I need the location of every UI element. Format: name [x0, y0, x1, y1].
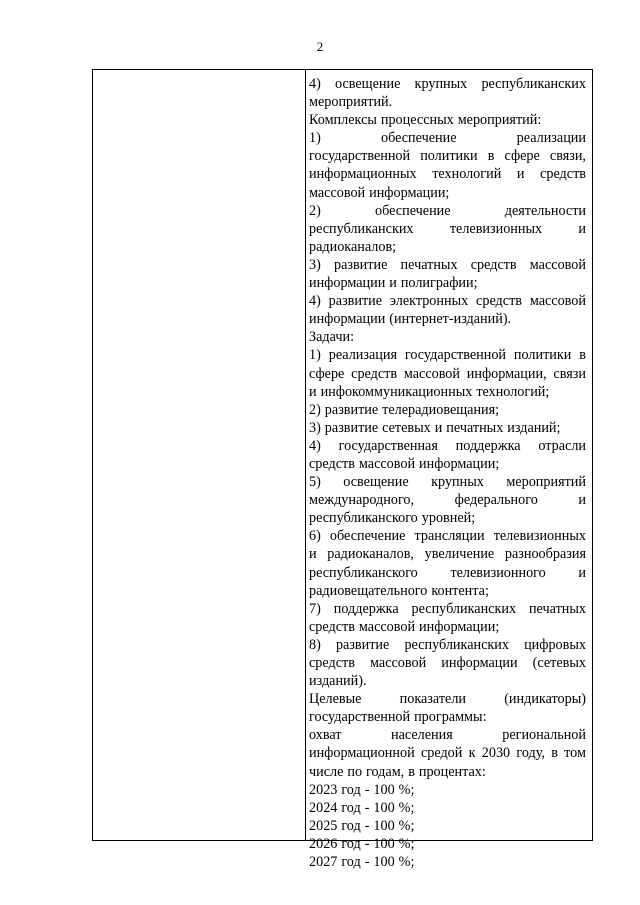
text-word: 4): [309, 293, 321, 310]
table-right-cell: [309, 75, 586, 871]
text-word: и: [309, 546, 317, 563]
text-word: массовой: [358, 455, 416, 472]
text-word: крупных: [414, 76, 468, 92]
text-word: %;: [398, 835, 415, 852]
text-word: %;: [398, 817, 415, 834]
text-word: печатных: [446, 419, 504, 436]
text-word: процессных: [380, 112, 454, 129]
text-line: [309, 744, 586, 762]
text-word: электронных: [389, 293, 469, 310]
text-word: 2023: [309, 781, 338, 798]
text-word: средств: [309, 618, 355, 635]
text-word: обеспечение: [380, 130, 457, 147]
text-line: [309, 365, 586, 383]
text-word: массовой: [309, 184, 366, 201]
text-word: в: [408, 763, 415, 780]
text-word: обеспечение: [329, 528, 406, 545]
text-word: и: [516, 166, 525, 183]
text-line: [309, 165, 586, 183]
table-column-divider: [305, 70, 306, 840]
text-line: [309, 147, 586, 165]
text-word: крупных: [431, 474, 484, 491]
text-word: республиканских: [411, 600, 517, 617]
text-word: 2): [309, 202, 321, 219]
text-word: изданий).: [309, 673, 367, 690]
text-word: трансляции: [414, 528, 485, 545]
text-line: [309, 401, 586, 419]
text-word: 2025: [309, 817, 338, 834]
text-word: развитие: [335, 636, 390, 653]
text-word: информации;: [419, 618, 500, 635]
page-number: 2: [316, 39, 324, 54]
text-word: информации: [441, 655, 518, 671]
text-word: показатели: [399, 691, 467, 708]
text-word: год: [341, 817, 361, 834]
text-word: телевизионного: [450, 564, 546, 581]
text-word: и: [578, 564, 586, 581]
text-word: год: [341, 854, 361, 871]
text-word: 7): [309, 600, 321, 617]
text-word: и: [434, 419, 443, 436]
text-word: уровней;: [421, 510, 476, 527]
text-word: развитие: [328, 293, 383, 310]
text-word: информационных: [309, 166, 417, 183]
text-word: год: [341, 781, 361, 798]
text-word: -: [364, 781, 370, 798]
text-word: том: [564, 745, 586, 762]
text-word: средств: [470, 256, 517, 273]
text-word: 8): [309, 636, 321, 653]
text-word: государственная: [338, 437, 438, 454]
text-word: числе: [309, 763, 344, 780]
text-word: печатных: [400, 256, 458, 273]
text-word: мероприятий: [506, 474, 586, 491]
text-line: [309, 636, 586, 654]
text-word: политики: [420, 148, 478, 165]
text-word: 3): [309, 256, 321, 273]
text-word: процентах:: [418, 763, 486, 780]
text-word: информации: [309, 311, 386, 328]
text-word: охват: [309, 727, 342, 744]
text-word: мероприятий:: [457, 112, 542, 129]
text-word: телевизионных: [493, 528, 586, 545]
text-line: [309, 220, 586, 238]
text-word: 100: [373, 817, 395, 834]
text-word: радиовещательного: [309, 582, 428, 599]
text-word: 2): [309, 401, 321, 418]
text-word: %;: [398, 799, 415, 816]
text-word: политики: [513, 347, 572, 364]
text-word: сфере: [309, 365, 345, 382]
text-word: (интернет-изданий).: [389, 311, 512, 328]
text-word: государственной: [309, 148, 411, 165]
text-line: [309, 383, 586, 401]
text-line: [309, 328, 586, 346]
text-word: в: [579, 347, 586, 364]
text-line: [309, 274, 586, 292]
text-word: печатных: [528, 600, 586, 617]
text-word: контента;: [431, 582, 489, 599]
text-word: республиканского: [309, 564, 418, 581]
text-line: [309, 75, 586, 93]
text-word: информации;: [419, 455, 500, 472]
text-line: [309, 618, 586, 636]
text-word: развитие: [324, 401, 379, 418]
text-word: развитие: [324, 419, 379, 436]
text-word: цифровых: [524, 636, 586, 653]
text-word: массовой: [529, 293, 586, 310]
text-word: и: [389, 275, 397, 292]
text-word: поддержка: [455, 437, 521, 454]
text-word: информации: [309, 275, 386, 292]
text-line: [309, 93, 586, 111]
table-left-cell: [93, 70, 305, 840]
text-word: 100: [373, 781, 395, 798]
text-word: 5): [309, 474, 321, 491]
text-line: [309, 455, 586, 473]
text-word: технологий;: [476, 383, 550, 400]
text-word: год: [341, 799, 361, 816]
text-word: телевизионных: [449, 220, 543, 237]
text-line: [309, 726, 586, 744]
text-word: республиканских: [404, 636, 509, 653]
text-line: [309, 437, 586, 455]
text-word: средств: [309, 455, 355, 472]
text-line: [309, 509, 586, 527]
text-word: средой: [420, 745, 463, 762]
text-word: в: [551, 745, 558, 762]
text-word: телерадиовещания;: [382, 401, 500, 418]
text-word: 100: [373, 799, 395, 816]
text-line: [309, 238, 586, 256]
text-word: Задачи:: [309, 329, 355, 346]
text-word: увеличение: [424, 546, 495, 563]
text-word: массовой: [529, 256, 586, 273]
text-line: [309, 491, 586, 509]
text-word: освещение: [343, 474, 409, 491]
text-word: государственной: [309, 709, 411, 726]
text-word: 3): [309, 419, 321, 436]
text-word: поддержка: [333, 600, 399, 617]
text-word: -: [364, 817, 370, 834]
text-word: год: [341, 835, 361, 852]
text-word: мероприятий.: [309, 94, 393, 111]
text-word: региональной: [502, 727, 586, 744]
text-word: государственной: [404, 347, 507, 364]
text-word: радиоканалов;: [309, 238, 397, 255]
text-line: [309, 545, 586, 563]
text-line: [309, 473, 586, 491]
text-word: 100: [373, 854, 395, 871]
text-word: обеспечение: [375, 202, 451, 219]
text-line: [309, 564, 586, 582]
text-word: 1): [309, 347, 321, 364]
text-word: республиканских: [481, 76, 586, 92]
text-word: республиканского: [309, 510, 418, 527]
text-word: федерального: [454, 492, 538, 509]
text-line: [309, 781, 586, 799]
text-line: [309, 202, 586, 220]
text-word: в: [487, 148, 495, 165]
text-line: [309, 527, 586, 545]
text-word: сфере: [504, 148, 540, 165]
text-line: [309, 853, 586, 871]
program-table: [92, 69, 593, 871]
text-word: массовой: [370, 655, 427, 671]
text-word: деятельности: [504, 202, 586, 219]
text-word: разнообразия: [504, 546, 586, 563]
text-word: 2030: [481, 745, 511, 762]
text-word: -: [364, 835, 370, 852]
text-word: году,: [516, 745, 545, 762]
text-word: массовой: [358, 618, 416, 635]
text-word: 4): [309, 437, 321, 454]
text-word: реализация: [328, 347, 397, 364]
text-word: отрасли: [538, 437, 586, 454]
text-word: к: [468, 745, 476, 762]
text-word: инфокоммуникационных: [320, 383, 473, 400]
text-word: 2027: [309, 854, 338, 871]
text-word: массовой: [403, 365, 460, 382]
text-word: информационной: [309, 745, 415, 762]
text-word: 2026: [309, 835, 338, 852]
text-word: информации;: [369, 184, 450, 201]
text-word: средств: [351, 365, 398, 382]
text-line: [309, 292, 586, 310]
text-word: %;: [398, 781, 415, 798]
text-word: 4): [309, 76, 321, 92]
text-line: [309, 763, 586, 781]
text-word: средств: [540, 166, 586, 183]
text-word: связи,: [549, 148, 586, 165]
text-word: %;: [398, 854, 415, 871]
text-word: развитие: [333, 256, 388, 273]
text-line: [309, 654, 586, 672]
text-word: международного,: [309, 492, 415, 509]
text-word: реализации: [516, 130, 586, 147]
text-line: [309, 111, 586, 129]
text-word: -: [364, 854, 370, 871]
text-line: [309, 672, 586, 690]
text-word: технологий: [432, 166, 502, 183]
text-line: [309, 310, 586, 328]
text-line: [309, 346, 586, 364]
text-word: и: [578, 492, 586, 509]
text-word: по: [347, 763, 363, 780]
text-line: [309, 600, 586, 618]
text-word: средств: [309, 655, 355, 671]
text-word: 100: [373, 835, 395, 852]
text-line: [309, 835, 586, 853]
text-line: [309, 419, 586, 437]
text-line: [309, 799, 586, 817]
text-line: [309, 256, 586, 274]
text-word: освещение: [335, 76, 401, 92]
text-word: Целевые: [309, 691, 362, 708]
text-line: [309, 817, 586, 835]
text-word: радиоканалов,: [327, 546, 414, 563]
text-word: сетевых: [382, 419, 431, 436]
text-line: [309, 708, 586, 726]
text-word: годам,: [366, 763, 405, 780]
text-word: информации,: [466, 365, 547, 382]
text-word: населения: [390, 727, 453, 744]
text-word: республиканских: [309, 220, 414, 237]
text-word: (сетевых: [532, 655, 586, 671]
text-word: изданий;: [507, 419, 561, 436]
text-word: программы:: [414, 709, 487, 726]
text-word: Комплексы: [309, 112, 377, 129]
text-word: и: [309, 383, 317, 400]
text-word: связи: [553, 365, 586, 382]
text-word: 1): [309, 130, 321, 147]
text-word: 6): [309, 528, 321, 545]
text-word: полиграфии;: [400, 275, 478, 292]
text-word: (индикаторы): [504, 691, 586, 708]
text-word: 2024: [309, 799, 338, 816]
text-word: и: [578, 220, 586, 237]
text-line: [309, 184, 586, 202]
text-word: -: [364, 799, 370, 816]
text-word: средств: [476, 293, 522, 310]
text-line: [309, 129, 586, 147]
text-line: [309, 582, 586, 600]
text-line: [309, 690, 586, 708]
